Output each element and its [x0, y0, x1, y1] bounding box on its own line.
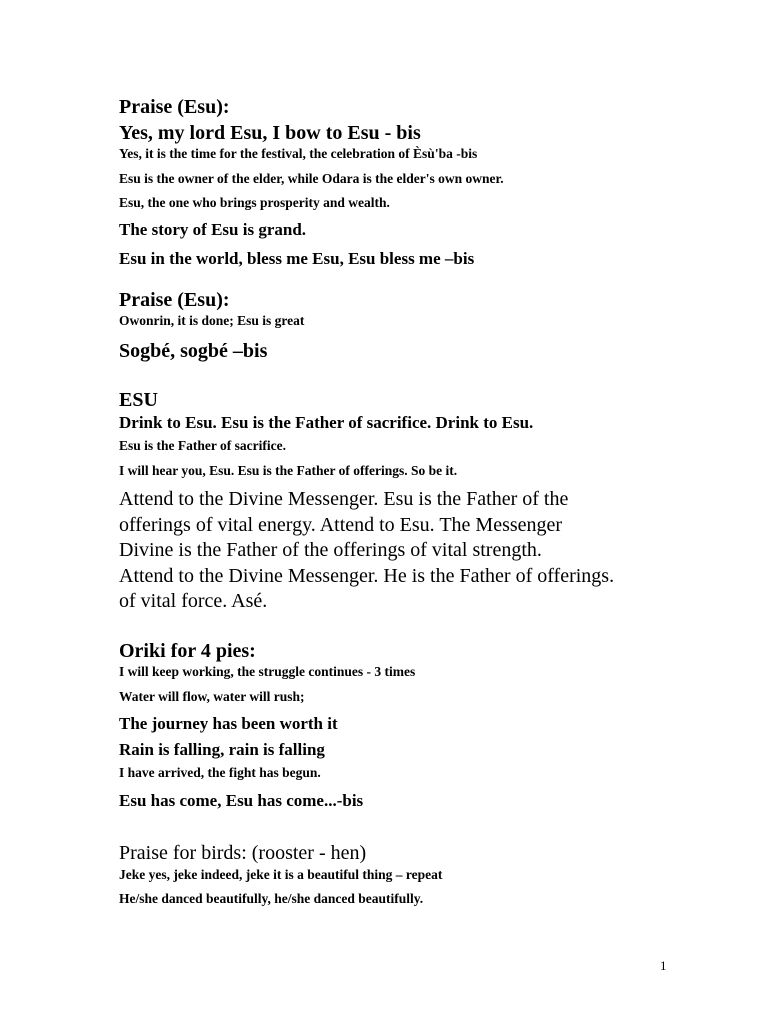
verse-line: I will hear you, Esu. Esu is the Father of offerings. So be it. — [119, 463, 458, 478]
verse-line: of vital force. Asé. — [119, 590, 268, 612]
verse-line: Jeke yes, jeke indeed, jeke it is a beautiful thing – repeat — [119, 867, 443, 882]
verse-line: Esu is the owner of the elder, while Odara is the elder's own owner. — [119, 171, 504, 186]
verse-line: Water will flow, water will rush; — [119, 689, 305, 704]
verse-line: Attend to the Divine Messenger. He is the Father of offerings. — [119, 565, 615, 587]
section-heading-praise-birds: Praise for birds: (rooster - hen) — [119, 842, 367, 864]
section-heading-praise-esu: Praise (Esu): — [119, 289, 230, 311]
verse-line: He/she danced beautifully, he/she danced beautifully. — [119, 891, 424, 906]
verse-line: Yes, it is the time for the festival, the celebration of Èsù'ba -bis — [119, 146, 478, 161]
verse-line: Esu in the world, bless me Esu, Esu bless me –bis — [119, 249, 475, 268]
verse-line: Drink to Esu. Esu is the Father of sacrifice. Drink to Esu. — [119, 413, 534, 432]
verse-line: offerings of vital energy. Attend to Esu. The Messenger — [119, 514, 563, 536]
verse-line: I will keep working, the struggle continues - 3 times — [119, 664, 416, 679]
verse-line: Divine is the Father of the offerings of vital strength. — [119, 539, 542, 561]
verse-line: Esu, the one who brings prosperity and wealth. — [119, 195, 390, 210]
verse-line: The story of Esu is grand. — [119, 220, 307, 239]
verse-line: Yes, my lord Esu, I bow to Esu - bis — [119, 122, 421, 144]
verse-line: Sogbé, sogbé –bis — [119, 340, 268, 362]
verse-line: The journey has been worth it — [119, 714, 338, 733]
section-heading-esu: ESU — [119, 389, 158, 411]
page-number: 1 — [660, 958, 667, 973]
section-heading-praise-esu: Praise (Esu): — [119, 96, 230, 118]
verse-line: Owonrin, it is done; Esu is great — [119, 313, 305, 328]
verse-line: I have arrived, the fight has begun. — [119, 765, 321, 780]
verse-line: Rain is falling, rain is falling — [119, 740, 325, 759]
verse-line: Esu is the Father of sacrifice. — [119, 438, 286, 453]
section-heading-oriki: Oriki for 4 pies: — [119, 640, 256, 662]
verse-line: Attend to the Divine Messenger. Esu is the Father of the — [119, 488, 569, 510]
verse-line: Esu has come, Esu has come...-bis — [119, 791, 364, 810]
